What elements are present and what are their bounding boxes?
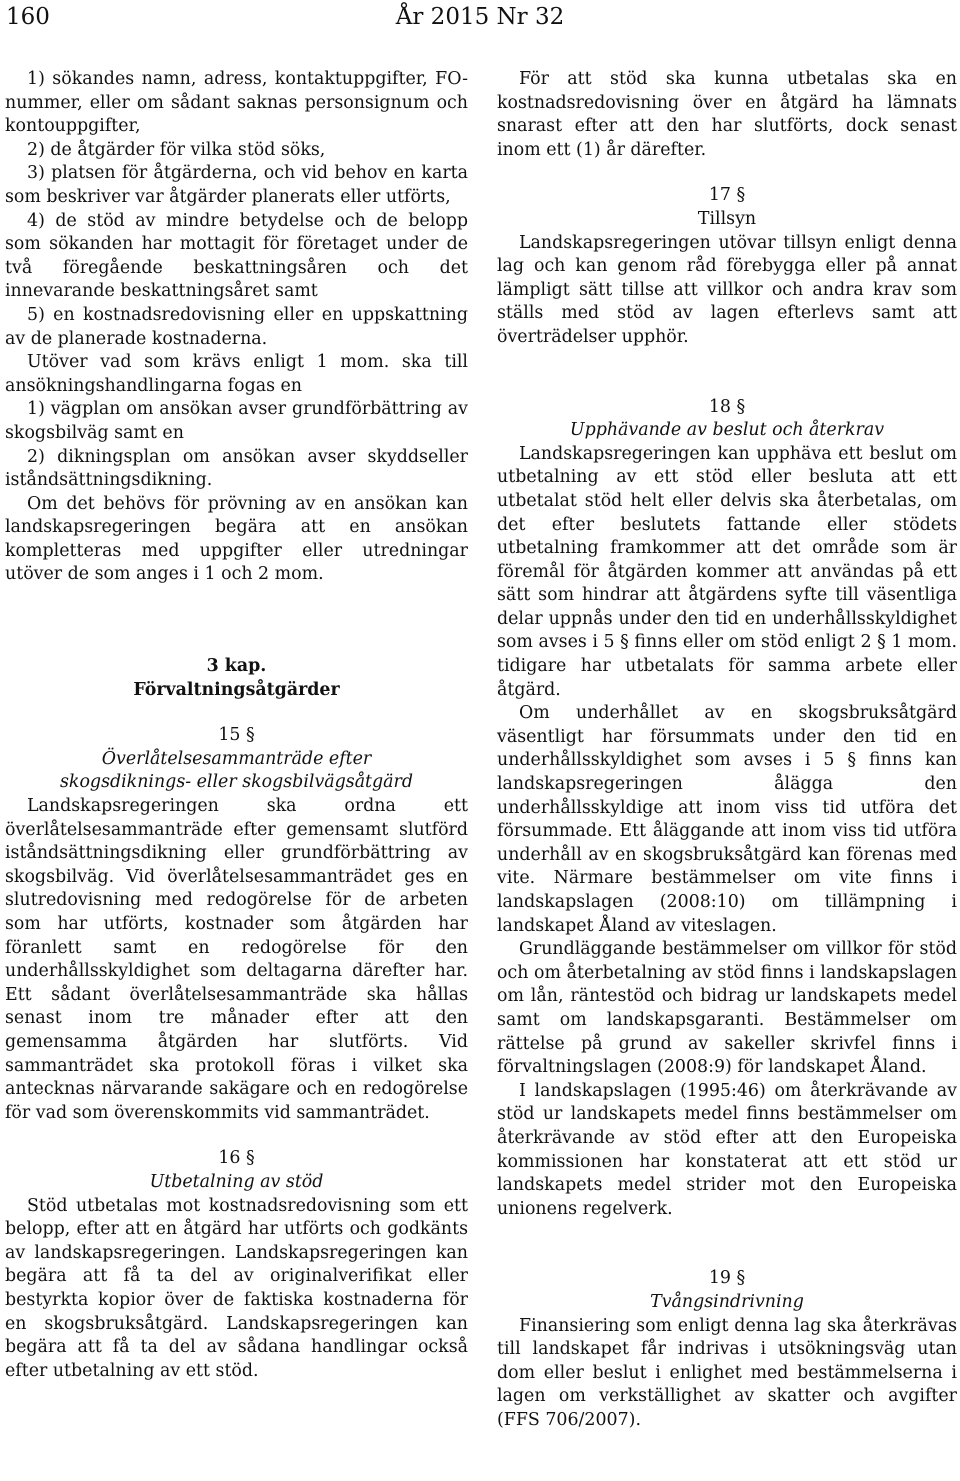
list-item: 1) vägplan om ansökan avser grundförbättring av skogsbilväg samt en [5,399,468,443]
paragraph: I landskapslagen (1995:46) om återkrävande av stöd ur landskapets medel finns bestämmelser om återkrävande av stöd efter att den Europeiska kommissionen har konstaterat att ett stöd ur landskapets medel strider mot den Europeiska unionens regelverk. [497,1080,957,1219]
paragraph: Om underhållet av en skogsbruksåtgärd väsentligt har försummats under den tid en underhållsskyldighet som avses i 5 § finns kan landskapsregeringen ålägga den underhållsskyldige att inom viss tid utföra det försummade. Ett åläggande att inom viss tid utföra underhåll av en skogsbruksåtgärd kan förenas med vite. Närmare bestämmelser om vite finns i landskapslagen (2008:10) om tillämpning i landskapet Åland av viteslagen. [497,703,957,936]
section-number: 18 § [708,396,746,417]
issue-label: År 2015 Nr 32 [395,4,565,30]
chapter-title: Förvaltningsåtgärder [133,679,340,700]
section-heading: Tvångsindrivning [650,1291,804,1312]
right-column [497,68,957,1432]
paragraph: Stöd utbetalas mot kostnadsredovisning som ett belopp, efter att en åtgärd har utförts och godkänts av landskapsregeringen. Landskapsregeringen kan begära att få ta del av originalverifikat eller bestyrkta kopior över de faktiska kostnaderna för en skogsbruksåtgärd. Landskapsregeringen kan begära att få ta del av sådana handlingar också efter utbetalning av ett stöd. [5,1195,468,1381]
paragraph: För att stöd ska kunna utbetalas ska en kostnadsredovisning över en åtgärd ha lämnats snarast efter att den har slutförts, dock senast inom ett (1) år därefter. [497,69,957,160]
paragraph: Landskapsregeringen kan upphäva ett beslut om utbetalning av ett stöd eller besluta att ett utbetalat stöd helt eller delvis ska återbetalas, om det efter beslutets fattande eller stödets utbetalning framkommer att det område som är föremål för åtgärden kommer att användas på ett sätt som hindrar att åtgärdens syfte till väsentliga delar uppnås under den tid en underhållsskyldighet som avses i 5 § finns eller om stöd enligt 2 § 1 mom. tidigare har utbetalats för samma arbete eller åtgärd. [497,443,957,700]
section-number: 17 § [708,185,746,206]
section-number: 19 § [708,1268,746,1289]
list-item: 1) sökandes namn, adress, kontaktuppgifter, FO-nummer, eller om sådant saknas personsignum och kontouppgifter, [5,69,468,137]
section-heading: Utbetalning av stöd [149,1171,324,1192]
list-item: 2) dikningsplan om ansökan avser skyddseller iståndsättningsdikning. [5,446,468,491]
paragraph: Utöver vad som krävs enligt 1 mom. ska till ansökningshandlingarna fogas en [5,352,468,396]
section-heading: skogsdiknings- eller skogsbilvägsåtgärd [60,772,413,793]
page-header [0,4,960,40]
list-item: 4) de stöd av mindre betydelse och de belopp som sökanden har mottagit för företaget under de två föregående beskattningsåren och det innevarande beskattningsåret samt [5,210,468,302]
chapter-number: 3 kap. [206,656,267,677]
paragraph: Landskapsregeringen ska ordna ett överlåtelsesammanträde efter gemensamt slutförd iståndsättningsdikning eller grundförbättring av skogsbilväg. Vid överlåtelsesammanträdet ges en slutredovisning med redogörelse för de arbeten som har utförts, kostnader som åtgärden har föranlett samt en redogörelse för den underhållsskyldighet som deltagarna därefter har. Ett sådant överlåtelsesammanträde ska hållas senast inom tre månader efter att den gemensamma åtgärden har slutförts. Vid sammanträdet ska protokoll föras i vilket ska antecknas närvarande sakägare och en redogörelse för vad som överenskommits vid sammanträdet. [5,796,468,1123]
paragraph: Om det behövs för prövning av en ansökan kan landskapsregeringen begära att en ansökan kompletteras med uppgifter eller utredningar utöver de som anges i 1 och 2 mom. [5,493,468,585]
section-number: 16 § [218,1148,255,1169]
left-column [5,68,468,1383]
section-heading: Överlåtelsesammanträde efter [101,748,372,769]
list-item: 2) de åtgärder för vilka stöd söks, [27,139,326,160]
paragraph: Grundläggande bestämmelser om villkor för stöd och om återbetalning av stöd finns i landskapslagen om lån, räntestöd och bidrag ur landskapets medel samt om landskapsgaranti. Bestämmelser om rättelse på grund av sakeller skrivfel finns i förvaltningslagen (2008:9) för landskapet Åland. [497,939,957,1078]
paragraph: Landskapsregeringen utövar tillsyn enligt denna lag och kan genom råd förebygga eller på annat lämpligt sätt tillse att villkor och andra krav som ställs med stöd av lagen efterlevs samt att överträdelser upphör. [497,232,957,347]
list-item: 5) en kostnadsredovisning eller en uppskattning av de planerade kostnaderna. [5,304,468,349]
section-heading: Upphävande av beslut och återkrav [569,420,885,441]
page-number: 160 [6,4,50,30]
list-item: 3) platsen för åtgärderna, och vid behov en karta som beskriver var åtgärder planerats eller utförts, [5,163,468,207]
section-heading: Tillsyn [697,208,757,229]
section-number: 15 § [218,725,255,746]
paragraph: Finansiering som enligt denna lag ska återkrävas till landskapet får indrivas i utsökningsväg utan dom eller beslut i enlighet med bestämmelserna i lagen om verkställighet av skatter och avgifter (FFS 706/2007). [497,1315,957,1430]
